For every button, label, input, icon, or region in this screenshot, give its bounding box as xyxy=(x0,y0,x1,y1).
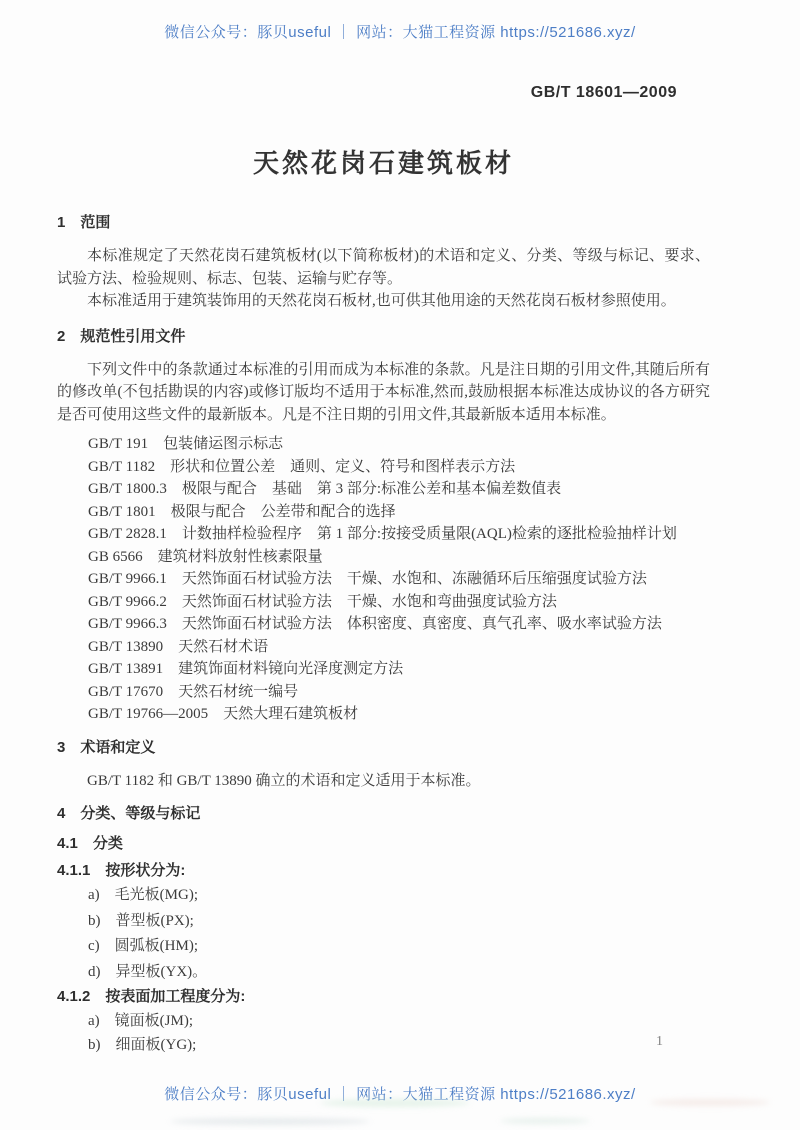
reference-item: GB 6566 建筑材料放射性核素限量 xyxy=(88,548,323,565)
document-body xyxy=(57,0,710,1057)
list-item: a) 镜面板(JM); xyxy=(88,1013,193,1029)
section-1-paragraph-2: 本标准适用于建筑装饰用的天然花岗石板材,也可供其他用途的天然花岗石板材参照使用。 xyxy=(87,293,676,309)
reference-item: GB/T 1182 形状和位置公差 通则、定义、符号和图样表示方法 xyxy=(88,458,516,475)
section-2-normative-references-heading: 2 规范性引用文件 xyxy=(57,327,186,345)
reference-item: GB/T 19766—2005 天然大理石建筑板材 xyxy=(88,706,359,722)
reference-item: GB/T 13890 天然石材术语 xyxy=(88,638,269,655)
section-4-1-heading: 4.1 分类 xyxy=(57,835,123,852)
reference-item: GB/T 9966.3 天然饰面石材试验方法 体积密度、真密度、真气孔率、吸水率试验方法 xyxy=(88,616,662,632)
reference-item: GB/T 9966.1 天然饰面石材试验方法 干燥、水饱和、冻融循环后压缩强度试验方法 xyxy=(88,571,647,587)
reference-item: GB/T 17670 天然石材统一编号 xyxy=(88,683,299,700)
document-title: 天然花岗石建筑板材 xyxy=(252,148,514,178)
reference-item: GB/T 1800.3 极限与配合 基础 第 3 部分:标准公差和基本偏差数值表 xyxy=(88,481,562,497)
watermark-footer: 微信公众号：豚贝useful ｜ 网站：大猫工程资源 https://521686.xyz/ xyxy=(164,1086,636,1103)
scan-artifact xyxy=(500,1118,590,1124)
section-1-paragraph-1: 本标准规定了天然花岗石建筑板材(以下简称板材)的术语和定义、分类、等级与标记、要求、试验方法、检验规则、标志、包装、运输与贮存等。 xyxy=(57,248,710,287)
scan-artifact xyxy=(650,1099,770,1106)
list-item: d) 异型板(YX)。 xyxy=(88,963,208,980)
reference-item: GB/T 1801 极限与配合 公差带和配合的选择 xyxy=(88,503,396,520)
surface-finish-list xyxy=(57,1010,710,1057)
shape-type-list xyxy=(57,883,710,985)
section-3-paragraph-1: GB/T 1182 和 GB/T 13890 确立的术语和定义适用于本标准。 xyxy=(87,772,481,789)
list-item: b) 细面板(YG); xyxy=(88,1036,197,1053)
scan-artifact xyxy=(170,1118,370,1125)
reference-item: GB/T 2828.1 计数抽样检验程序 第 1 部分:按接受质量限(AQL)检索的逐批检验抽样计划 xyxy=(88,526,677,542)
page-number: 1 xyxy=(656,1034,663,1049)
standard-number: GB/T 18601—2009 xyxy=(530,84,677,101)
list-item: c) 圆弧板(HM); xyxy=(88,938,198,954)
list-item: b) 普型板(PX); xyxy=(88,912,194,929)
section-4-classification-heading: 4 分类、等级与标记 xyxy=(57,805,201,822)
reference-item: GB/T 9966.2 天然饰面石材试验方法 干燥、水饱和弯曲强度试验方法 xyxy=(88,593,557,610)
reference-list xyxy=(57,433,710,726)
reference-item: GB/T 13891 建筑饰面材料镜向光泽度测定方法 xyxy=(88,661,404,677)
section-1-scope-heading: 1 范围 xyxy=(57,214,111,231)
reference-item: GB/T 191 包装储运图示标志 xyxy=(88,436,284,452)
scan-artifact xyxy=(320,1099,470,1107)
section-3-terms-heading: 3 术语和定义 xyxy=(57,738,156,756)
section-4-1-1-heading: 4.1.1 按形状分为: xyxy=(57,862,186,879)
section-2-paragraph-1: 下列文件中的条款通过本标准的引用而成为本标准的条款。凡是注日期的引用文件,其随后所有的修改单(不包括勘误的内容)或修订版均不适用于本标准,然而,鼓励根据本标准达成协议的各方研究是否可使用这些文件的最新版本。凡是不注日期的引用文件,其最新版本适用本标准。 xyxy=(57,361,710,423)
section-4-1-2-heading: 4.1.2 按表面加工程度分为: xyxy=(57,988,246,1005)
list-item: a) 毛光板(MG); xyxy=(88,887,198,903)
watermark-header: 微信公众号：豚贝useful ｜ 网站：大猫工程资源 https://521686.xyz/ xyxy=(164,24,636,41)
